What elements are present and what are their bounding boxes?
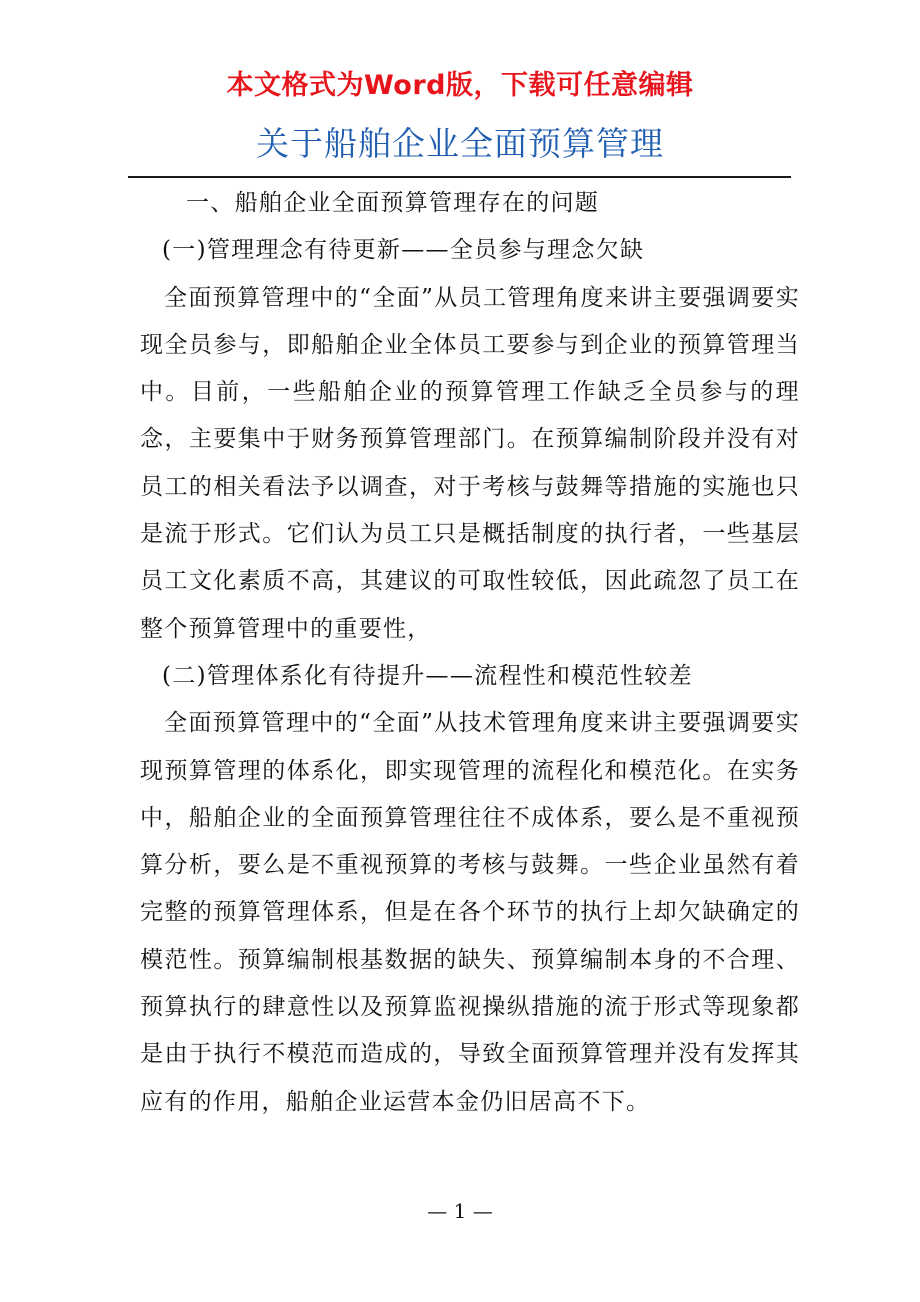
paragraph-2: 全面预算管理中的“全面”从技术管理角度来讲主要强调要实现预算管理的体系化，即实现管理的流程化和模范化。在实务中，船舶企业的全面预算管理往往不成体系，要么是不重视预算分析，要么是不重视预算的考核与鼓舞。一些企业虽然有着完整的预算管理体系，但是在各个环节的执行上却欠缺确定的模范性。预算编制根基数据的缺失、预算编制本身的不合理、预算执行的肆意性以及预算监视操纵措施的流于形式等现象都是由于执行不模范而造成的，导致全面预算管理并没有发挥其应有的作用，船舶企业运营本金仍旧居高不下。: [140, 710, 800, 1115]
subsection-heading-2: (二)管理体系化有待提升——流程性和模范性较差: [162, 662, 693, 689]
page-number: — 1 —: [427, 1199, 493, 1223]
document-body: [140, 180, 800, 1126]
document-title: 关于船舶企业全面预算管理: [256, 124, 664, 163]
paragraph-1: 全面预算管理中的“全面”从员工管理角度来讲主要强调要实现全员参与，即船舶企业全体员工要参与到企业的预算管理当中。目前，一些船舶企业的预算管理工作缺乏全员参与的理念，主要集中于财务预算管理部门。在预算编制阶段并没有对员工的相关看法予以调查，对于考核与鼓舞等措施的实施也只是流于形式。它们认为员工只是概括制度的执行者，一些基层员工文化素质不高，其建议的可取性较低，因此疏忽了员工在整个预算管理中的重要性，: [140, 284, 800, 642]
word-format-notice: 本文格式为Word版，下载可任意编辑: [226, 70, 694, 101]
title-divider: [128, 176, 791, 178]
section-heading-main: 一、船舶企业全面预算管理存在的问题: [186, 190, 600, 216]
subsection-heading-1: (一)管理理念有待更新——全员参与理念欠缺: [162, 237, 645, 264]
